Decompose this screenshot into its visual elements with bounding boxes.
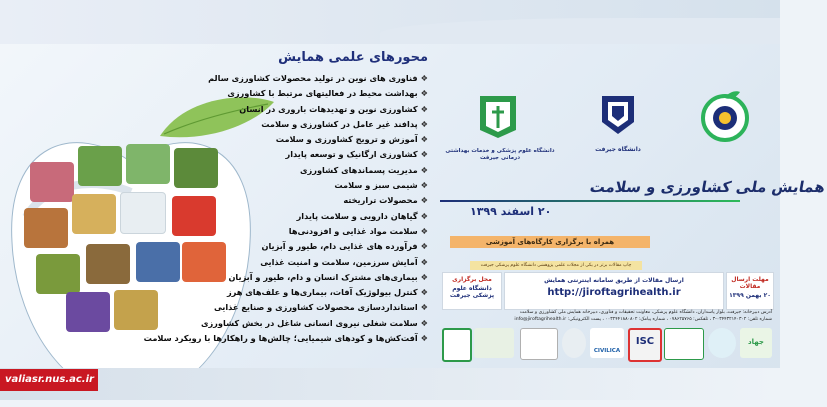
sponsor-logo <box>520 328 558 360</box>
topic-item: ❖پدافند غیر عامل در کشاورزی و سلامت <box>261 118 428 129</box>
info-row <box>442 272 772 308</box>
topic-item: ❖بیماری‌های مشترک انسان و دام، طیور و آبزیان <box>228 271 428 282</box>
sponsor-logo <box>664 328 704 360</box>
photo-tile <box>66 292 110 332</box>
sponsor-logo <box>442 328 472 362</box>
topic-item: ❖سلامت شغلی نیروی انسانی شاغل در بخش کشاورزی <box>200 317 428 328</box>
photo-tile <box>120 192 166 234</box>
topic-item: ❖سلامت مواد غذایی و افزودنی‌ها <box>288 225 428 236</box>
conference-title: همایش ملی کشاورزی و سلامت <box>588 178 827 196</box>
topics-list <box>143 50 428 346</box>
submission-label: ارسال مقالات از طریق سامانه اینترنتی همایش <box>544 277 684 284</box>
sponsor-logos <box>440 326 775 360</box>
workshops-banner: همراه با برگزاری کارگاه‌های آموزشی <box>450 236 650 248</box>
topic-item: ❖کشاورزی نوین و تهدیدهات باروری در انسان <box>239 103 428 114</box>
photo-tile <box>182 242 226 282</box>
title-underline <box>440 200 740 202</box>
publication-note: چاپ مقالات برتر در یکی از مجلات علمی پژوهشی دانشگاه علوم پزشکی جیرفت <box>470 261 642 270</box>
isc-logo <box>628 328 662 362</box>
jiroft-university-logo-icon <box>598 92 638 136</box>
sponsor-logo <box>708 328 736 358</box>
venue-value: دانشگاه علوم پزشکی جیرفت <box>449 285 495 299</box>
conference-apple-logo-icon <box>698 88 752 142</box>
secretariat-address <box>442 309 772 323</box>
isc-label: ISC <box>635 336 655 347</box>
deadline-label: مهلت ارسال مقالات <box>731 276 769 290</box>
civilica-logo <box>590 328 624 358</box>
footer-band <box>0 368 780 400</box>
top-decoration <box>0 0 780 44</box>
jihad-logo <box>740 328 772 358</box>
topic-item: ❖آفت‌کش‌ها و کودهای شیمیایی؛ چالش‌ها و راهکارها با رویکرد سلامت <box>143 333 428 344</box>
site-watermark <box>0 369 98 391</box>
topic-item: ❖کشاورزی ارگانیک و توسعه پایدار <box>285 149 428 160</box>
photo-tile <box>78 146 122 186</box>
submission-box <box>504 272 724 310</box>
jiroft-medical-university-logo-icon <box>474 92 522 140</box>
topic-item: ❖گیاهان دارویی و سلامت پایدار <box>296 210 428 221</box>
left-org-name: دانشگاه علوم پزشکی و خدمات بهداشتی درمانی جیرفت <box>445 148 555 161</box>
photo-tile <box>172 196 216 236</box>
photo-tile <box>36 254 80 294</box>
topic-item: ❖کنترل بیولوژیک آفات، بیماری‌ها و علف‌های هرز <box>226 287 428 298</box>
topics-title: محورهای علمی همایش <box>278 50 428 65</box>
topic-item: ❖استانداردسازی محصولات کشاورزی و صنایع غذایی <box>214 302 428 313</box>
topic-item: ❖فناوری های نوین در تولید محصولات کشاورزی سالم <box>208 73 428 83</box>
watermark-text: valiasr.nus.ac.ir <box>5 374 94 385</box>
photo-tile <box>136 242 180 282</box>
photo-tile <box>72 194 116 234</box>
address-line: آدرس دبیرخانه: جیرفت، بلوار پاسداران، دانشگاه علوم پزشکی، معاونت تحقیقات و فناوری، دبیرخانه همایش ملی کشاورزی و سلامت <box>519 310 772 315</box>
conference-website-link[interactable]: http://jiroftagrihealth.ir <box>547 287 681 298</box>
photo-tile <box>86 244 130 284</box>
topic-item: ❖آموزش و ترویج کشاورزی و سلامت <box>275 134 428 145</box>
photo-tile <box>114 290 158 330</box>
photo-tile <box>174 148 218 188</box>
topic-item: ❖بهداشت محیط در فعالیتهای مرتبط با کشاورزی <box>227 88 428 99</box>
topic-item: ❖محصولات تراریخته <box>343 195 428 206</box>
sponsor-logo <box>474 328 514 358</box>
middle-org-name: دانشگاه جیرفت <box>595 146 641 153</box>
deadline-box <box>726 272 774 310</box>
conference-date: ۲۰ اسفند ۱۳۹۹ <box>470 205 552 218</box>
contact-line: شماره تلفن: ۰۳۴۴۳۲۱۴۰۳۰۲-۳ ، تلفکس: ۰۷۸۶۲۵۷۶۵ ، شماره پیامک: ۰۰۳۲۴۴۱۸۸۰۸۰۲ ، پست الکترونیکی: info@jiroftagrihealth.ir <box>514 317 772 322</box>
photo-tile <box>30 162 74 202</box>
deadline-value: ۲۰ بهمن ۱۳۹۹ <box>729 292 771 299</box>
photo-tile <box>24 208 68 248</box>
photo-tile <box>126 144 170 184</box>
topic-item: ❖آمایش سرزمین، سلامت و امنیت غذایی <box>260 256 428 267</box>
jihad-label: جهاد <box>748 338 764 346</box>
topic-item: ❖فرآورده های غذایی دام، طیور و آبزیان <box>261 241 428 252</box>
civilica-label: CIVILICA <box>593 348 621 354</box>
topic-item: ❖شیمی سبز و سلامت <box>334 180 428 191</box>
sponsor-logo <box>562 328 586 358</box>
topic-item: ❖مدیریت پسماندهای کشاورزی <box>300 164 428 175</box>
venue-label: محل برگزاری <box>452 276 492 283</box>
venue-box <box>442 272 502 310</box>
